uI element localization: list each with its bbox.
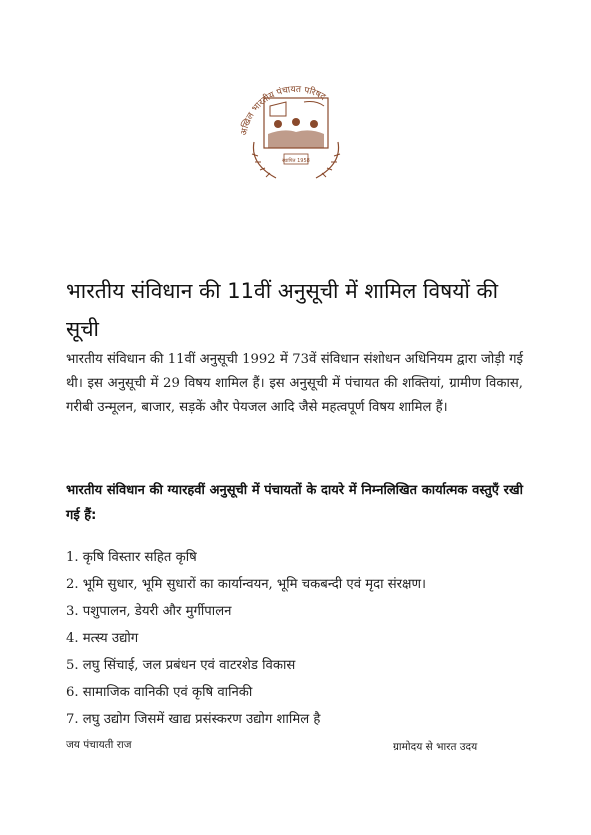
organization-logo (224, 72, 368, 184)
list-item: 4. मत्स्य उद्योग (66, 631, 139, 646)
list-item: 2. भूमि सुधार, भूमि सुधारों का कार्यान्वयन, भूमि चकबन्दी एवं मृदा संरक्षण। (66, 577, 427, 592)
footer-slogan-right: ग्रामोदय से भारत उदय (393, 741, 478, 753)
section-heading: भारतीय संविधान की ग्यारहवीं अनुसूची में पंचायतों के दायरे में निम्नलिखित कार्यात्मक वस्तुएँ रखी गई हैं: (66, 483, 523, 523)
list-item: 1. कृषि विस्तार सहित कृषि (66, 550, 197, 565)
list-item: 6. सामाजिक वानिकी एवं कृषि वानिकी (66, 685, 253, 700)
intro-paragraph: भारतीय संविधान की 11वीं अनुसूची 1992 में 73वें संविधान संशोधन अधिनियम द्वारा जोड़ी गई थी। इस अनुसूची में 29 विषय शामिल हैं। इस अनुसूची में पंचायत की शक्तियां, ग्रामीण विकास, गरीबी उन्मूलन, बाजार, सड़कें और पेयजल आदि जैसे महत्वपूर्ण विषय शामिल हैं। (66, 352, 523, 415)
subject-list (66, 544, 536, 733)
footer-slogan-left: जय पंचायती राज (66, 739, 132, 751)
svg-text:अखिल भारतीय पंचायत परिषद (239, 85, 327, 136)
list-item: 3. पशुपालन, डेयरी और मुर्गीपालन (66, 604, 232, 619)
logo-arc-text: अखिल भारतीय पंचायत परिषद (239, 84, 327, 137)
page-title: भारतीय संविधान की 11वीं अनुसूची में शामिल विषयों की सूची (66, 279, 499, 341)
logo-established-text: स्थापित 1958 (282, 158, 310, 164)
list-item: 5. लघु सिंचाई, जल प्रबंधन एवं वाटरशेड विकास (66, 658, 296, 673)
list-item: 7. लघु उद्योग जिसमें खाद्य प्रसंस्करण उद्योग शामिल है (66, 712, 321, 727)
